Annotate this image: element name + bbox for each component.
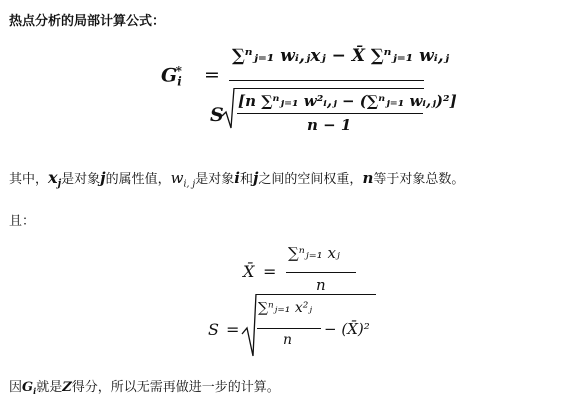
gi-fraction-bar [229,80,424,81]
var-w: $w_{i, j}$ [170,169,196,190]
gi-inner-fraction-bar [237,113,423,114]
and-label: 且： [9,214,36,229]
explanation-line: 其中，$x_j$是对象j的属性值，$w_{i, j}$是对象i和j之间的空间权重，n等于对象总数。 [9,168,465,190]
gi-denominator-inner-top: [n ∑ⁿⱼ₌₁ w²ᵢ,ⱼ − (∑ⁿⱼ₌₁ wᵢ,ⱼ)²] [238,92,457,110]
s-tail: − (X̄)² [324,320,370,338]
xbar-denominator: n [316,276,326,294]
s-equals: = [226,320,240,339]
var-g: $G_i$ [22,380,37,396]
s-inner-fraction-bar [257,328,321,329]
s-radical-sign [242,294,256,358]
var-x: $x_j$ [48,168,62,190]
gi-radical-sign [222,88,234,130]
xbar-numerator: ∑ⁿⱼ₌₁ xⱼ [288,244,340,262]
gi-lhs: $G_i^*$ [161,64,182,89]
page-heading: 热点分析的局部计算公式： [9,14,166,29]
xbar-equals: = [263,262,277,281]
xbar-lhs: X̄ [243,262,255,281]
gi-radical-overline [234,88,424,89]
s-inner-denominator: n [283,332,293,348]
s-inner-numerator: ∑ⁿⱼ₌₁ x²ⱼ [258,300,313,316]
conclusion-line: 因$G_i$就是Z得分，所以无需再做进一步的计算。 [9,380,280,396]
s-lhs: S [208,320,219,339]
s-radical-overline [256,294,376,295]
xbar-fraction-bar [286,272,356,273]
gi-denominator-s: S [210,104,224,126]
gi-equals: = [204,64,220,86]
gi-numerator: ∑ⁿⱼ₌₁ wᵢ,ⱼxⱼ − X̄ ∑ⁿⱼ₌₁ wᵢ,ⱼ [232,46,450,66]
gi-denominator-inner-bottom: n − 1 [307,116,352,134]
